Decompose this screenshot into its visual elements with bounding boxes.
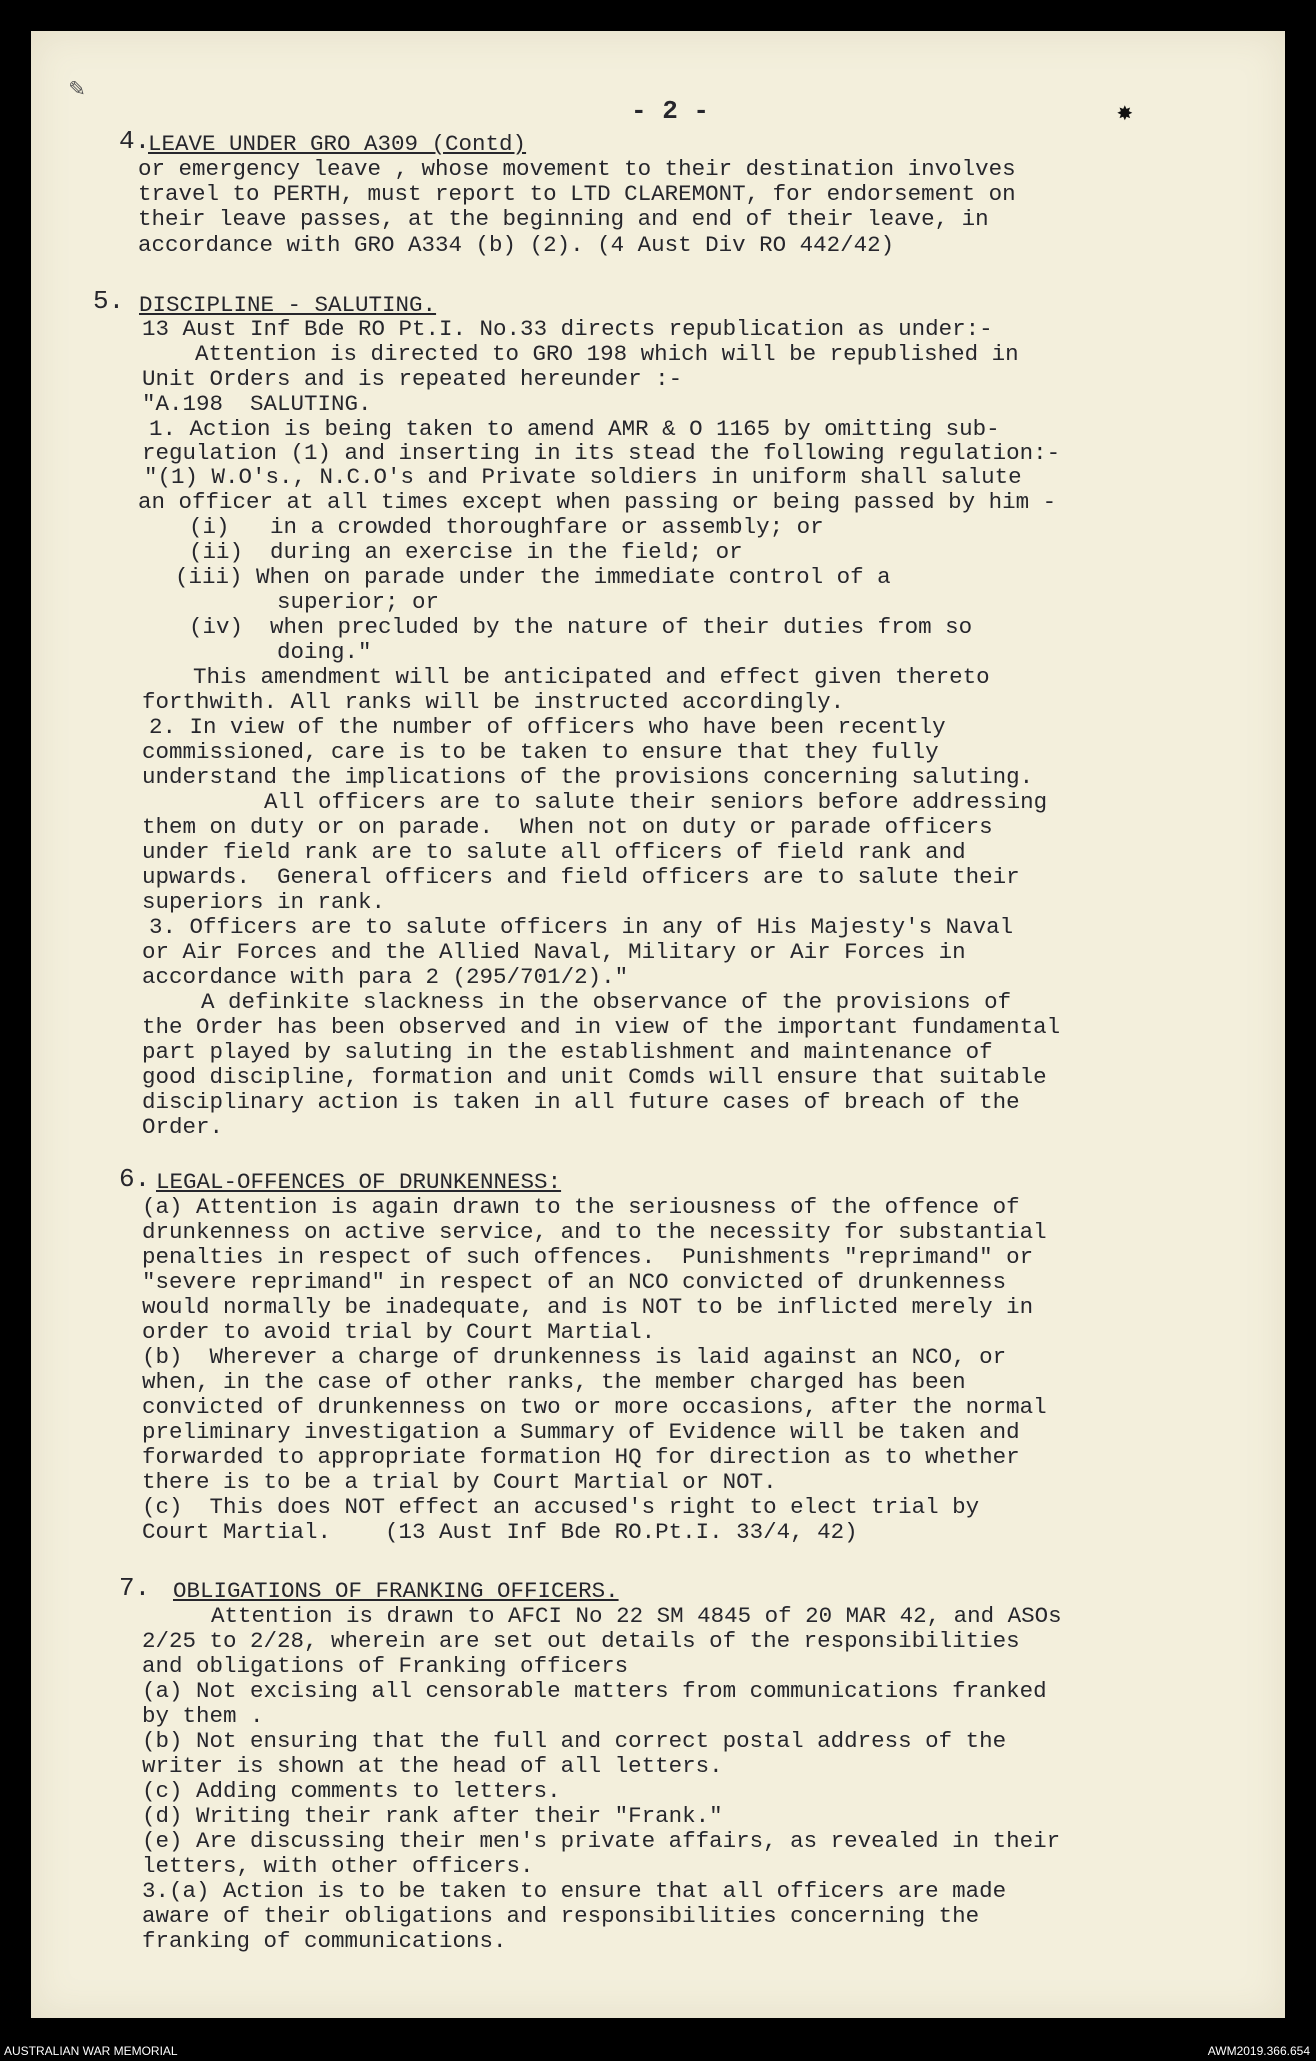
text-line: preliminary investigation a Summary of Evidence will be taken and bbox=[142, 1419, 1020, 1445]
text-line: A definkite slackness in the observance of the provisions of bbox=[201, 989, 1012, 1015]
text-line: there is to be a trial by Court Martial or NOT. bbox=[142, 1469, 777, 1495]
text-line: (ii) during an exercise in the field; or bbox=[189, 539, 743, 565]
text-line: (c) Adding comments to letters. bbox=[142, 1778, 561, 1804]
text-line: convicted of drunkenness on two or more occasions, after the normal bbox=[142, 1394, 1047, 1420]
text-line: 2. In view of the number of officers who have been recently bbox=[149, 714, 946, 740]
text-line: or emergency leave , whose movement to their destination involves bbox=[138, 156, 1016, 182]
handwritten-mark-icon: ✎ bbox=[69, 74, 85, 104]
text-line: (b) Not ensuring that the full and correct postal address of the bbox=[142, 1728, 1007, 1754]
text-line: doing." bbox=[277, 639, 372, 665]
text-line: superior; or bbox=[277, 589, 440, 615]
section-number: 5. bbox=[93, 286, 125, 316]
footer-institution: AUSTRALIAN WAR MEMORIAL bbox=[4, 2044, 178, 2058]
text-line: 1. Action is being taken to amend AMR & O 1165 by omitting sub- bbox=[149, 416, 1000, 442]
text-line: (iii) When on parade under the immediate control of a bbox=[175, 564, 891, 590]
text-line: (i) in a crowded thoroughfare or assembly; or bbox=[189, 514, 824, 540]
text-line: penalties in respect of such offences. Punishments "reprimand" or bbox=[142, 1244, 1034, 1270]
text-line: or Air Forces and the Allied Naval, Military or Air Forces in bbox=[142, 939, 966, 965]
text-line: "(1) W.O's., N.C.O's and Private soldiers in uniform shall salute bbox=[144, 464, 1022, 490]
text-line: (d) Writing their rank after their "Frank." bbox=[142, 1803, 723, 1829]
text-line: travel to PERTH, must report to LTD CLAREMONT, for endorsement on bbox=[138, 181, 1016, 207]
text-line: "A.198 SALUTING. bbox=[142, 391, 372, 417]
text-line: disciplinary action is taken in all future cases of breach of the bbox=[142, 1089, 1020, 1115]
text-line: accordance with GRO A334 (b) (2). (4 Aust Div RO 442/42) bbox=[138, 232, 895, 258]
text-line: "severe reprimand" in respect of an NCO convicted of drunkenness bbox=[142, 1269, 1007, 1295]
text-line: 3. Officers are to salute officers in any of His Majesty's Naval bbox=[149, 914, 1014, 940]
text-line: the Order has been observed and in view of the important fundamental bbox=[142, 1014, 1061, 1040]
text-line: drunkenness on active service, and to the necessity for substantial bbox=[142, 1219, 1047, 1245]
text-line: forthwith. All ranks will be instructed accordingly. bbox=[142, 689, 845, 715]
text-line: Attention is directed to GRO 198 which will be republished in bbox=[195, 341, 1019, 367]
text-line: regulation (1) and inserting in its stead the following regulation:- bbox=[142, 440, 1061, 466]
ink-blot-icon: ✸ bbox=[1117, 98, 1133, 128]
text-line: 2/25 to 2/28, wherein are set out details of the responsibilities bbox=[142, 1628, 1020, 1654]
text-line: commissioned, care is to be taken to ensure that they fully bbox=[142, 739, 939, 765]
text-line: (b) Wherever a charge of drunkenness is laid against an NCO, or bbox=[142, 1344, 1007, 1370]
text-line: (a) Not excising all censorable matters from communications franked bbox=[142, 1678, 1047, 1704]
text-line: accordance with para 2 (295/701/2)." bbox=[142, 964, 629, 990]
text-line: understand the implications of the provisions concerning saluting. bbox=[142, 764, 1034, 790]
text-line: Order. bbox=[142, 1114, 224, 1140]
text-line: All officers are to salute their seniors before addressing bbox=[264, 789, 1048, 815]
text-line: forwarded to appropriate formation HQ for direction as to whether bbox=[142, 1444, 1020, 1470]
text-line: (a) Attention is again drawn to the seriousness of the offence of bbox=[142, 1194, 1020, 1220]
section-number: 7. bbox=[119, 1573, 151, 1603]
text-line: under field rank are to salute all officers of field rank and bbox=[142, 839, 966, 865]
text-line: good discipline, formation and unit Comds will ensure that suitable bbox=[142, 1064, 1047, 1090]
text-line: Attention is drawn to AFCI No 22 SM 4845 of 20 MAR 42, and ASOs bbox=[211, 1603, 1062, 1629]
section-heading: LEGAL-OFFENCES OF DRUNKENNESS: bbox=[156, 1169, 562, 1195]
text-line: (c) This does NOT effect an accused's right to elect trial by bbox=[142, 1494, 980, 1520]
document-page bbox=[31, 31, 1285, 2018]
text-line: order to avoid trial by Court Martial. bbox=[142, 1319, 656, 1345]
text-line: their leave passes, at the beginning and end of their leave, in bbox=[138, 206, 989, 232]
text-line: would normally be inadequate, and is NOT to be inflicted merely in bbox=[142, 1294, 1034, 1320]
section-number: 4. bbox=[119, 126, 151, 156]
text-line: them on duty or on parade. When not on duty or parade officers bbox=[142, 814, 993, 840]
text-line: (iv) when precluded by the nature of their duties from so bbox=[189, 614, 973, 640]
text-line: This amendment will be anticipated and effect given thereto bbox=[193, 664, 990, 690]
text-line: (e) Are discussing their men's private affairs, as revealed in their bbox=[142, 1828, 1061, 1854]
section-heading: LEAVE UNDER GRO A309 (Contd) bbox=[148, 131, 527, 157]
text-line: aware of their obligations and responsibilities concerning the bbox=[142, 1903, 980, 1929]
text-line: 13 Aust Inf Bde RO Pt.I. No.33 directs republication as under:- bbox=[142, 316, 993, 342]
text-line: by them . bbox=[142, 1703, 264, 1729]
text-line: superiors in rank. bbox=[142, 889, 386, 915]
text-line: writer is shown at the head of all letters. bbox=[142, 1753, 723, 1779]
text-line: when, in the case of other ranks, the member charged has been bbox=[142, 1369, 966, 1395]
section-heading: DISCIPLINE - SALUTING. bbox=[139, 292, 437, 318]
section-heading: OBLIGATIONS OF FRANKING OFFICERS. bbox=[173, 1578, 619, 1604]
text-line: Unit Orders and is repeated hereunder :- bbox=[142, 366, 683, 392]
text-line: letters, with other officers. bbox=[142, 1853, 534, 1879]
text-line: and obligations of Franking officers bbox=[142, 1653, 629, 1679]
text-line: upwards. General officers and field officers are to salute their bbox=[142, 864, 1020, 890]
document-content bbox=[31, 31, 1285, 2018]
footer-catalogue-number: AWM2019.366.654 bbox=[1207, 2044, 1310, 2058]
section-number: 6. bbox=[119, 1164, 151, 1194]
text-line: part played by saluting in the establishment and maintenance of bbox=[142, 1039, 993, 1065]
text-line: franking of communications. bbox=[142, 1928, 507, 1954]
text-line: an officer at all times except when passing or being passed by him - bbox=[138, 489, 1057, 515]
text-line: Court Martial. (13 Aust Inf Bde RO.Pt.I. 33/4, 42) bbox=[142, 1519, 858, 1545]
text-line: 3.(a) Action is to be taken to ensure that all officers are made bbox=[142, 1878, 1007, 1904]
page-number: - 2 - bbox=[631, 96, 710, 126]
